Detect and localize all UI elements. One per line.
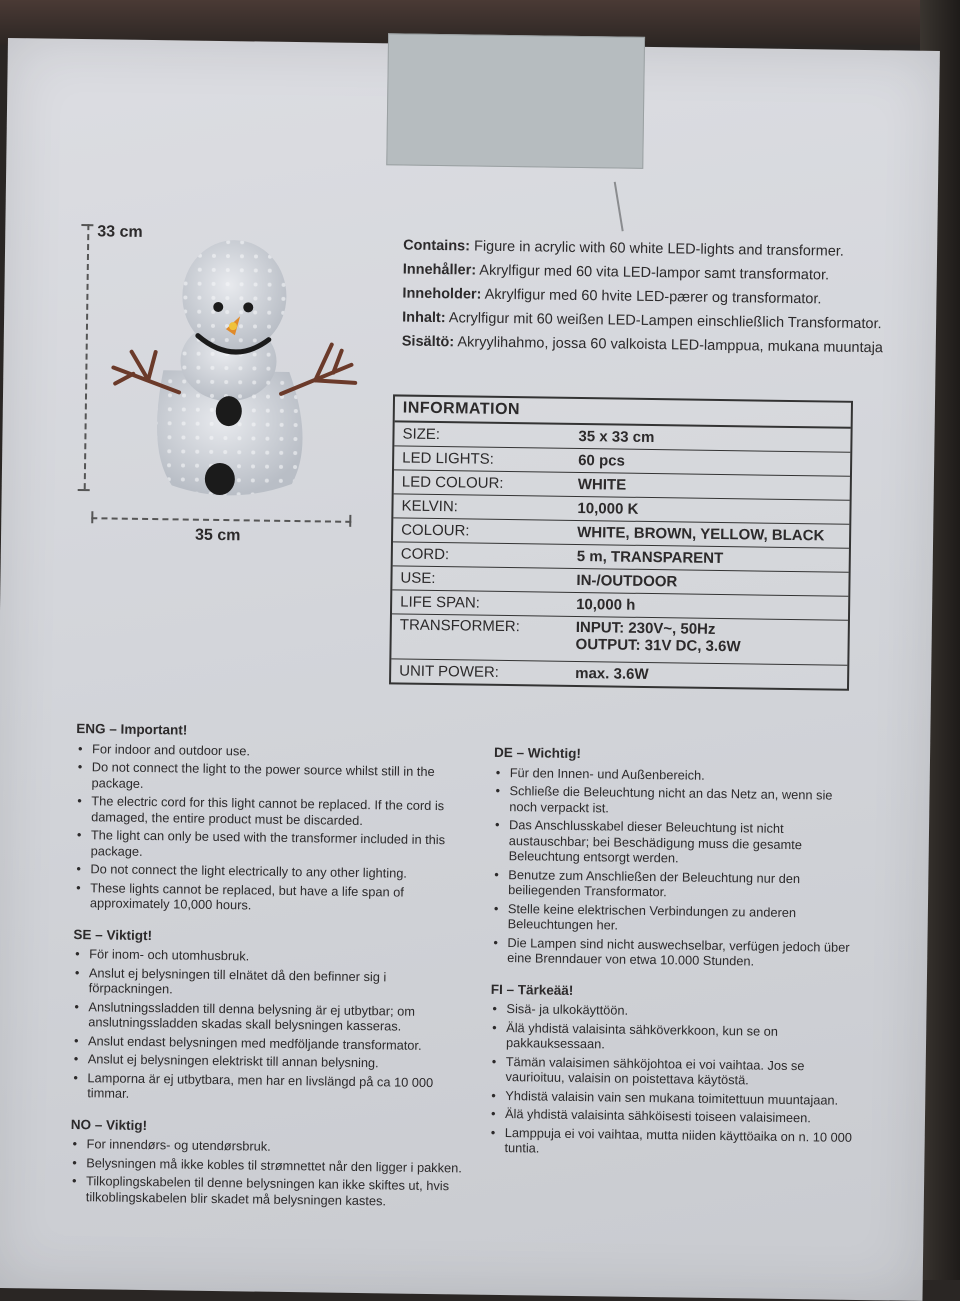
list-item: • Yhdistä valaisin vain sen mukana toimitettuun muuntajaan. bbox=[489, 1087, 859, 1108]
list-item: • Anslutningssladden till denna belysning är ej utbytbar; om anslutningssladden skadas skall belysningen kasseras. bbox=[72, 998, 472, 1035]
section-title-se: SE – Viktigt! bbox=[73, 926, 153, 943]
list-no bbox=[70, 1136, 471, 1210]
height-dimension-line bbox=[84, 224, 90, 489]
table-row: UNIT POWER: max. 3.6W bbox=[399, 662, 649, 684]
contains-line-de: Inhalt: Acrylfigur mit 60 weißen LED-Lampen einschließlich Transformator. bbox=[402, 309, 882, 333]
section-title-fi: FI – Tärkeää! bbox=[490, 981, 574, 998]
table-row: COLOUR: WHITE, BROWN, YELLOW, BLACK bbox=[393, 518, 849, 548]
contains-line-se: Innehåller: Akrylfigur med 60 vita LED-lampor samt transformator. bbox=[402, 261, 830, 284]
tape-strip bbox=[386, 33, 645, 169]
width-label: 35 cm bbox=[194, 526, 241, 545]
information-title: INFORMATION bbox=[395, 396, 851, 428]
list-item: • Do not connect the light electrically to any other lighting. bbox=[74, 861, 474, 882]
list-de bbox=[491, 764, 864, 970]
list-item: • Anslut endast belysningen med medföljande transformator. bbox=[72, 1032, 472, 1053]
contains-line-fi: Sisältö: Akryylihahmo, jossa 60 valkoista LED-lamppua, mukana muuntaja bbox=[401, 333, 884, 357]
height-label: 33 cm bbox=[97, 223, 143, 241]
list-se bbox=[71, 946, 473, 1106]
width-dimension-line bbox=[91, 517, 351, 523]
list-item: • The light can only be used with the transformer included in this package. bbox=[75, 827, 475, 864]
list-item: • Die Lampen sind nicht auswechselbar, verfügen jedoch über eine Brenndauer von etwa 10.000 Stunden. bbox=[491, 934, 861, 970]
list-item: • Das Anschlusskabel dieser Beleuchtung ist nicht austauschbar; bei Beschädigung muss die gesamte Beleuchtung entsorgt werden. bbox=[493, 817, 864, 869]
contents-description bbox=[402, 234, 944, 362]
section-title-eng: ENG – Important! bbox=[76, 721, 188, 738]
list-item: • För inom- och utomhusbruk. bbox=[73, 946, 473, 967]
table-row: KELVIN: 10,000 K bbox=[393, 494, 849, 524]
list-item: • Älä yhdistä valaisinta sähköisesti toiseen valaisimeen. bbox=[489, 1106, 859, 1127]
list-fi bbox=[488, 1001, 860, 1161]
list-eng bbox=[74, 741, 476, 917]
snowman-illustration bbox=[92, 219, 376, 503]
table-row: LED COLOUR: WHITE bbox=[394, 470, 850, 500]
dimension-cap bbox=[78, 489, 90, 491]
table-row: CORD: 5 m, TRANSPARENT bbox=[393, 542, 849, 572]
section-title-de: DE – Wichtig! bbox=[493, 744, 582, 762]
dimension-cap bbox=[349, 515, 351, 527]
table-row: LED LIGHTS: 60 pcs bbox=[394, 446, 850, 476]
table-row: LIFE SPAN: 10,000 h bbox=[392, 590, 848, 620]
contains-line-en: Contains: Figure in acrylic with 60 white LED-lights and transformer. bbox=[403, 237, 845, 260]
list-item: • For indoor and outdoor use. bbox=[76, 741, 476, 762]
list-item: • Sisä- ja ulkokäyttöön. bbox=[490, 1001, 860, 1022]
list-item: • Stelle keine elektrischen Verbindungen zu anderen Beleuchtungen her. bbox=[492, 900, 862, 936]
information-table bbox=[389, 394, 853, 690]
warnings-right-column bbox=[488, 745, 864, 1177]
product-box-side bbox=[0, 38, 940, 1301]
list-item: • Anslut ej belysningen elektriskt till annan belysning. bbox=[72, 1051, 472, 1072]
table-row: SIZE: 35 x 33 cm bbox=[394, 422, 850, 452]
list-item: • Lamporna är ej utbytbara, men har en livslängd på ca 10 000 timmar. bbox=[71, 1069, 471, 1106]
dimension-cap bbox=[81, 224, 93, 226]
list-item: • Do not connect the light to the power source whilst still in the package. bbox=[76, 759, 476, 796]
right-arm bbox=[281, 344, 356, 395]
section-title-no: NO – Viktig! bbox=[70, 1116, 148, 1133]
list-item: • Lamppuja ei voi vaihtaa, mutta niiden käyttöaika on n. 10 000 tuntia. bbox=[488, 1124, 858, 1160]
list-item: • For innendørs- og utendørsbruk. bbox=[70, 1136, 470, 1157]
list-item: • Schließe die Beleuchtung nicht an das Netz an, wenn sie noch verpackt ist. bbox=[493, 783, 863, 819]
list-item: • Für den Innen- und Außenbereich. bbox=[494, 764, 864, 785]
list-item: • Tämän valaisimen sähköjohtoa ei voi vaihtaa. Jos se vaurioituu, valaisin on poistettava käytöstä. bbox=[489, 1053, 859, 1089]
list-item: • These lights cannot be replaced, but have a life span of approximately 10,000 hours. bbox=[74, 880, 474, 917]
list-item: • Tilkoplingskabelen til denne belysningen kan ikke skiftes ut, hvis tilkoblingskabelen blir skadet må belysningen kastes. bbox=[70, 1173, 470, 1210]
dimension-cap bbox=[91, 511, 93, 523]
table-row: TRANSFORMER: INPUT: 230V~, 50Hz OUTPUT: 31V DC, 3.6W bbox=[391, 614, 848, 665]
warnings-left-column bbox=[70, 721, 477, 1226]
contains-line-no: Inneholder: Akrylfigur med 60 hvite LED-pærer og transformator. bbox=[402, 285, 822, 308]
list-item: • Anslut ej belysningen till elnätet då den befinner sig i förpackningen. bbox=[73, 964, 473, 1001]
list-item: • Älä yhdistä valaisinta sähköverkkoon, kun se on pakkauksessaan. bbox=[490, 1019, 860, 1055]
table-row: USE: IN-/OUTDOOR bbox=[392, 566, 848, 596]
box-crease bbox=[614, 182, 624, 232]
list-item: • The electric cord for this light cannot be replaced. If the cord is damaged, the entire product must be discarded. bbox=[75, 793, 475, 830]
list-item: • Belysningen må ikke kobles til strømnettet når den ligger i pakken. bbox=[70, 1154, 470, 1175]
list-item: • Benutze zum Anschließen der Beleuchtung nur den beiliegenden Transformator. bbox=[492, 866, 862, 902]
